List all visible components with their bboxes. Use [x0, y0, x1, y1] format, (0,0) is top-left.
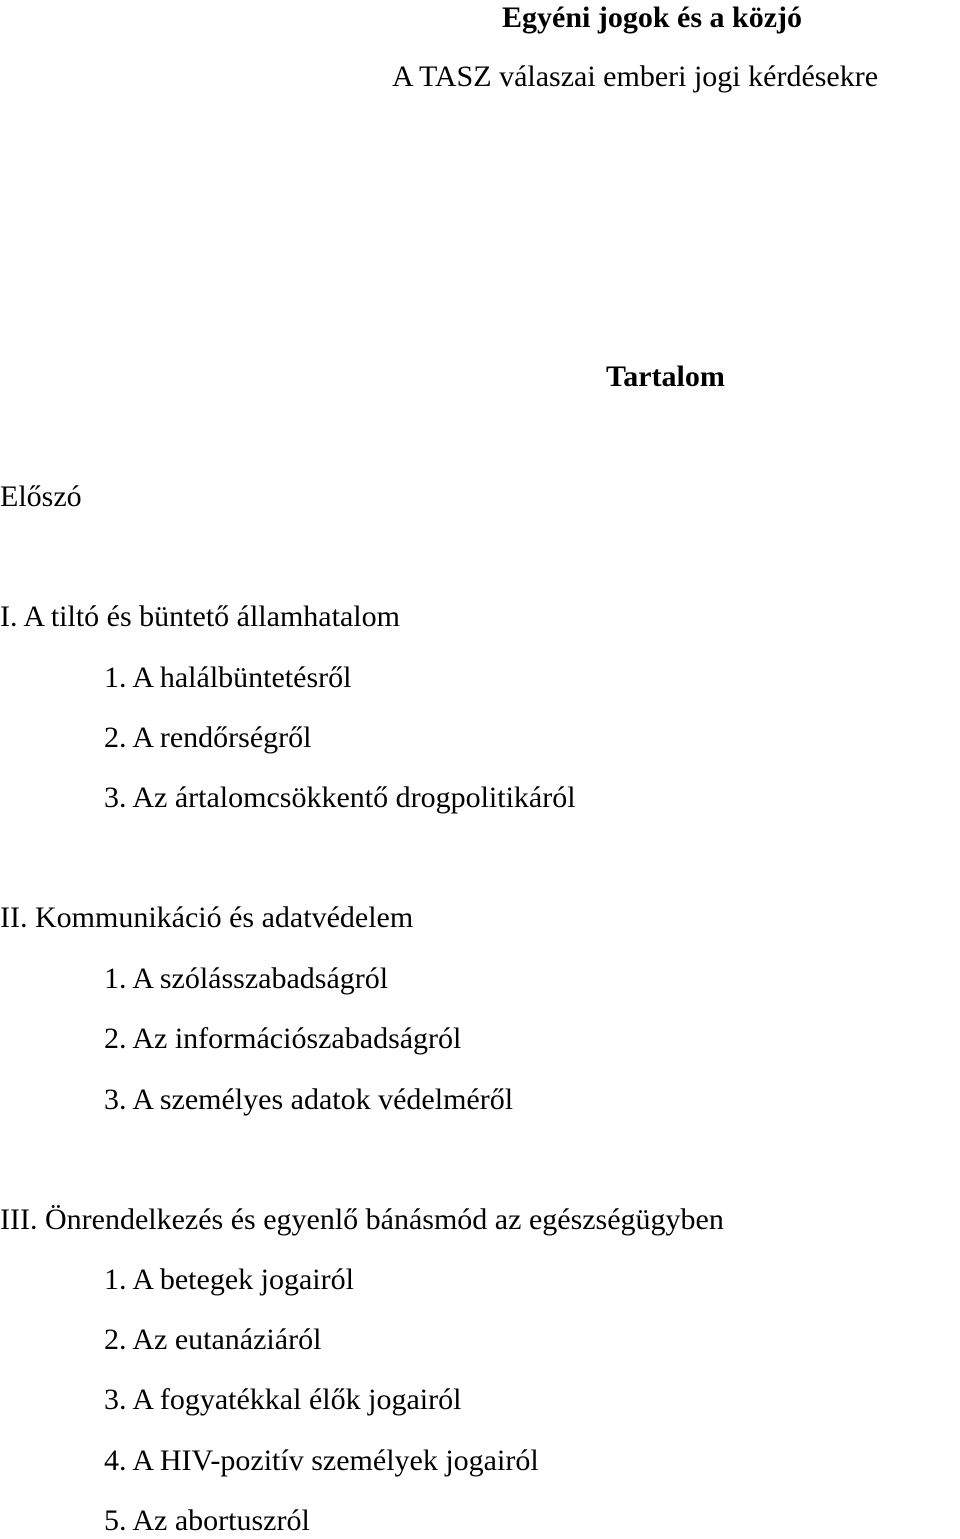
toc-section-1-item-3: 3. Az ártalomcsökkentő drogpolitikáról	[104, 781, 576, 814]
toc-section-1-item-2: 2. A rendőrségről	[104, 721, 312, 754]
toc-section-3-item-3: 3. A fogyatékkal élők jogairól	[104, 1383, 462, 1416]
toc-entry-foreword: Előszó	[0, 480, 82, 513]
document-title: Egyéni jogok és a közjó	[502, 1, 802, 34]
toc-section-3-item-5: 5. Az abortuszról	[104, 1504, 310, 1537]
toc-section-3-item-4: 4. A HIV-pozitív személyek jogairól	[104, 1444, 539, 1477]
toc-section-1-title: I. A tiltó és büntető államhatalom	[0, 600, 400, 633]
document-subtitle: A TASZ válaszai emberi jogi kérdésekre	[392, 60, 879, 93]
toc-section-2-item-1: 1. A szólásszabadságról	[104, 962, 389, 995]
toc-section-3-item-1: 1. A betegek jogairól	[104, 1263, 354, 1296]
toc-heading: Tartalom	[606, 360, 725, 393]
toc-section-2-title: II. Kommunikáció és adatvédelem	[0, 901, 414, 934]
toc-section-2-item-3: 3. A személyes adatok védelméről	[104, 1083, 514, 1116]
toc-section-3-title: III. Önrendelkezés és egyenlő bánásmód az egészségügyben	[0, 1203, 724, 1236]
toc-section-2-item-2: 2. Az információszabadságról	[104, 1022, 462, 1055]
toc-section-3-item-2: 2. Az eutanáziáról	[104, 1323, 322, 1356]
toc-section-1-item-1: 1. A halálbüntetésről	[104, 661, 352, 694]
